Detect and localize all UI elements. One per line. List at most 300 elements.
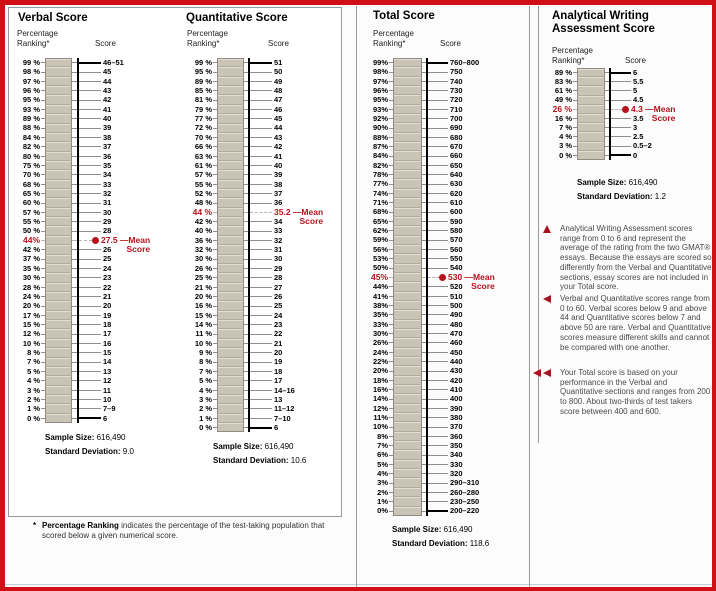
distribution-bar-cell xyxy=(45,376,72,385)
score-tick xyxy=(428,212,448,213)
score-label: 370 xyxy=(450,422,463,432)
percentage-label: 77% xyxy=(372,179,388,189)
percentage-label: 10 % xyxy=(22,338,40,348)
scale-row xyxy=(188,105,323,114)
score-tick xyxy=(79,324,101,325)
percentage-label: 4% xyxy=(377,469,388,479)
score-label: 0 xyxy=(633,150,638,160)
score-label: 10 xyxy=(103,394,112,404)
percentage-label: 88 % xyxy=(22,123,40,133)
distribution-bar-cell xyxy=(393,469,422,478)
distribution-bar-cell xyxy=(217,292,244,301)
score-label: 35 xyxy=(103,160,112,170)
distribution-bar-cell xyxy=(577,114,605,123)
scale-row xyxy=(17,320,150,329)
score-tick xyxy=(428,286,448,287)
score-label: 420 xyxy=(450,375,463,385)
percentage-label: 14% xyxy=(372,394,388,404)
score-tick xyxy=(250,72,272,73)
score-tick xyxy=(250,137,272,138)
score-tick xyxy=(250,408,272,409)
score-tick xyxy=(428,296,448,297)
scale-row xyxy=(17,395,150,404)
distribution-bar-cell xyxy=(393,497,422,506)
score-tick xyxy=(428,501,448,502)
distribution-bar-cell xyxy=(217,404,244,413)
scale-row xyxy=(188,395,323,404)
verbal-chart-title: Verbal Score xyxy=(18,12,88,24)
distribution-bar-cell xyxy=(393,385,422,394)
distribution-bar-cell xyxy=(45,329,72,338)
score-tick xyxy=(250,100,272,101)
score-label: 28 xyxy=(103,226,112,236)
percentage-label: 16% xyxy=(372,384,388,394)
percentage-label: 4 % xyxy=(27,376,40,386)
score-tick xyxy=(79,81,101,82)
score-label: 320 xyxy=(450,469,463,479)
score-tick xyxy=(79,287,101,288)
score-label: 600 xyxy=(450,207,463,217)
distribution-bar-cell xyxy=(45,255,72,264)
percentage-label: 74% xyxy=(372,188,388,198)
score-label: 17 xyxy=(274,376,283,386)
score-tick xyxy=(250,371,272,372)
score-tick xyxy=(428,342,448,343)
score-label: 42 xyxy=(103,95,112,105)
distribution-bar-cell xyxy=(393,413,422,422)
score-label: 18 xyxy=(274,366,283,376)
distribution-bar-cell xyxy=(217,376,244,385)
score-label: 32 xyxy=(274,235,283,245)
distribution-bar-cell xyxy=(45,386,72,395)
distribution-bar-cell xyxy=(45,208,72,217)
scale-row xyxy=(17,217,150,226)
score-tick xyxy=(250,221,272,222)
distribution-bar-cell xyxy=(393,478,422,487)
score-tick xyxy=(79,231,101,232)
score-tick xyxy=(250,128,272,129)
distribution-bar-cell xyxy=(577,151,605,160)
scale-row xyxy=(17,329,150,338)
standard-deviation-line: Standard Deviation: 118.6 xyxy=(392,538,490,548)
scale-row xyxy=(363,488,495,497)
score-tick xyxy=(428,436,448,437)
score-label: 30 xyxy=(103,207,112,217)
score-label: 540 xyxy=(450,263,463,273)
score-tick xyxy=(428,81,448,82)
percentage-label: 1 % xyxy=(27,404,40,414)
score-tick xyxy=(428,492,448,493)
distribution-bar-cell xyxy=(393,320,422,329)
score-label: 750 xyxy=(450,67,463,77)
percentage-label: 81 % xyxy=(194,95,212,105)
score-tick xyxy=(79,362,101,363)
score-label: 13 xyxy=(274,394,283,404)
scale-row xyxy=(188,67,323,76)
mean-score-word: Score xyxy=(299,216,324,227)
percentage-label: 42 % xyxy=(22,245,40,255)
mean-score-dot xyxy=(92,237,99,244)
distribution-bar-cell xyxy=(393,77,422,86)
scale-row xyxy=(17,208,150,217)
distribution-bar-cell xyxy=(217,105,244,114)
score-label: 45 xyxy=(274,114,283,124)
distribution-bar-cell xyxy=(45,77,72,86)
scale-row xyxy=(363,320,495,329)
score-label: 430 xyxy=(450,366,463,376)
score-tick xyxy=(79,137,101,138)
scale-row xyxy=(363,86,495,95)
scale-row xyxy=(17,161,150,170)
scale-row xyxy=(363,469,495,478)
score-label: 410 xyxy=(450,384,463,394)
score-tick xyxy=(250,174,272,175)
distribution-bar-cell xyxy=(45,292,72,301)
score-label: 30 xyxy=(274,254,283,264)
score-tick xyxy=(79,156,101,157)
scale-rows xyxy=(550,68,675,160)
percentage-label: 26 % xyxy=(552,104,572,115)
scale-row xyxy=(188,376,323,385)
scale-row xyxy=(363,404,495,413)
score-tick xyxy=(250,277,272,278)
scale-row xyxy=(363,179,495,188)
scale-row xyxy=(17,367,150,376)
scale-row xyxy=(17,180,150,189)
score-tick xyxy=(79,203,101,204)
percentage-label: 71% xyxy=(372,198,388,208)
score-tick xyxy=(428,90,448,91)
mean-score-word: Score xyxy=(126,244,151,255)
scale-row xyxy=(17,264,150,273)
distribution-bar-cell xyxy=(45,404,72,413)
percentage-label: 17 % xyxy=(22,310,40,320)
mean-score-dot xyxy=(622,106,629,113)
sample-size-line: Sample Size: 616,490 xyxy=(213,442,294,451)
percentage-label: 44% xyxy=(22,235,40,246)
score-label: 26 xyxy=(103,245,112,255)
score-label: 51 xyxy=(274,57,283,67)
percentage-label: 10 % xyxy=(194,338,212,348)
score-label: 550 xyxy=(450,254,463,264)
score-label: 6 xyxy=(103,413,108,423)
page-border-right xyxy=(712,0,716,591)
mean-score-annotation xyxy=(446,273,495,292)
score-tick xyxy=(428,417,448,418)
score-label: 22 xyxy=(274,329,283,339)
score-label: 17 xyxy=(103,329,112,339)
distribution-bar-cell xyxy=(217,77,244,86)
score-tick xyxy=(250,380,272,381)
percentage-label: 90% xyxy=(372,123,388,133)
distribution-bar-cell xyxy=(393,189,422,198)
score-tick xyxy=(428,464,448,465)
score-label: 14 xyxy=(103,357,112,367)
score-label: 38 xyxy=(103,132,112,142)
percentage-ranking-column-header xyxy=(552,46,593,66)
distribution-bar-cell xyxy=(393,264,422,273)
distribution-bar-cell xyxy=(217,386,244,395)
score-tick xyxy=(428,258,448,259)
percentage-label: 30% xyxy=(372,328,388,338)
score-tick xyxy=(79,259,101,260)
scale-row xyxy=(363,67,495,76)
percentage-label: 44 % xyxy=(192,207,212,218)
scale-row xyxy=(363,460,495,469)
scale-row xyxy=(363,357,495,366)
percentage-label: 41% xyxy=(372,291,388,301)
score-label: 48 xyxy=(274,86,283,95)
distribution-bar-cell xyxy=(577,105,605,114)
score-label: 19 xyxy=(274,357,283,367)
score-label: 36 xyxy=(274,198,283,208)
standard-deviation-line: Standard Deviation: 9.0 xyxy=(45,446,134,456)
distribution-bar-cell xyxy=(217,264,244,273)
distribution-bar-cell xyxy=(45,264,72,273)
percentage-label-line2: Ranking* xyxy=(373,39,406,48)
scale-row xyxy=(17,386,150,395)
percentage-label: 24 % xyxy=(22,291,40,301)
score-label: 24 xyxy=(274,310,283,320)
scale-row xyxy=(188,58,323,67)
scale-row xyxy=(17,414,150,423)
distribution-bar-cell xyxy=(393,142,422,151)
score-tick xyxy=(250,146,272,147)
score-label: 34 xyxy=(274,217,283,227)
score-tick xyxy=(428,174,448,175)
percentage-label: 96 % xyxy=(22,86,40,95)
score-tick xyxy=(428,109,448,110)
percentage-label: 9 % xyxy=(199,348,212,358)
score-tick xyxy=(250,287,272,288)
score-label: 39 xyxy=(103,123,112,133)
distribution-bar-cell xyxy=(577,132,605,141)
score-label: 33 xyxy=(103,179,112,189)
scale-row xyxy=(188,133,323,142)
page-border-left xyxy=(0,0,5,591)
sample-size-line: Sample Size: 616,490 xyxy=(577,178,658,187)
percentage-label: 93% xyxy=(372,104,388,114)
total-chart-title: Total Score xyxy=(373,10,435,22)
percentage-label: 0 % xyxy=(27,413,40,423)
distribution-bar-cell xyxy=(45,320,72,329)
score-label: 520 xyxy=(450,282,463,292)
note-total xyxy=(530,368,712,417)
percentage-label: 48 % xyxy=(194,198,212,208)
percentage-label: 99% xyxy=(372,57,388,67)
score-tick xyxy=(428,427,448,428)
percentage-label: 20 % xyxy=(194,291,212,301)
percentage-label: 82 % xyxy=(22,142,40,152)
score-tick xyxy=(250,109,272,110)
percentage-label: 87% xyxy=(372,142,388,152)
distribution-bar-cell xyxy=(45,189,72,198)
percentage-label: 14 % xyxy=(194,319,212,329)
distribution-bar-cell xyxy=(577,142,605,151)
percentage-label: 45% xyxy=(370,272,388,283)
percentage-label: 72 % xyxy=(194,123,212,133)
percentage-label: 62% xyxy=(372,226,388,236)
score-tick xyxy=(250,118,272,119)
score-tick xyxy=(250,90,272,91)
score-tick xyxy=(428,240,448,241)
bottom-rule xyxy=(5,584,712,585)
score-tick xyxy=(79,221,101,222)
percentage-label: 24% xyxy=(372,347,388,357)
percentage-label: 0% xyxy=(377,506,388,516)
percentage-label: 83 % xyxy=(554,77,572,87)
mean-score-value: 27.5 —Mean xyxy=(101,234,151,245)
score-label: 23 xyxy=(103,273,112,283)
distribution-bar-cell xyxy=(45,283,72,292)
distribution-bar-cell xyxy=(217,198,244,207)
sample-size-line: Sample Size: 616,490 xyxy=(392,525,473,534)
score-tick xyxy=(250,296,272,297)
scale-row xyxy=(363,441,495,450)
score-label: 500 xyxy=(450,300,463,310)
distribution-bar-cell xyxy=(217,320,244,329)
score-label: 700 xyxy=(450,113,463,123)
score-label: 50 xyxy=(274,67,283,77)
score-tick xyxy=(428,230,448,231)
percentage-label: 37 % xyxy=(22,254,40,264)
scale-row xyxy=(188,320,323,329)
scale-row xyxy=(188,152,323,161)
distribution-bar-cell xyxy=(217,189,244,198)
distribution-bar-cell xyxy=(45,58,72,67)
percentage-label: 68% xyxy=(372,207,388,217)
scale-row xyxy=(188,264,323,273)
distribution-bar-cell xyxy=(45,245,72,254)
score-label: 45 xyxy=(103,67,112,77)
sample-size-block xyxy=(577,176,666,203)
distribution-bar-cell xyxy=(45,358,72,367)
score-tick xyxy=(250,240,272,241)
percentage-label: 98% xyxy=(372,67,388,77)
score-tick xyxy=(79,417,101,419)
percentage-ranking-column-header xyxy=(187,29,228,49)
up-triangle-icon xyxy=(543,225,551,233)
score-label: 46 xyxy=(274,104,283,114)
score-tick xyxy=(611,127,631,128)
score-column-header: Score xyxy=(625,56,646,65)
distribution-bar-cell xyxy=(45,180,72,189)
distribution-bar-cell xyxy=(45,124,72,133)
distribution-bar-cell xyxy=(45,339,72,348)
score-tick xyxy=(428,389,448,390)
percentage-label: 3% xyxy=(377,478,388,488)
percentage-label: 42 % xyxy=(194,217,212,227)
distribution-bar-cell xyxy=(393,58,422,67)
distribution-bar-cell xyxy=(577,123,605,132)
score-tick xyxy=(428,268,448,269)
score-tick xyxy=(250,259,272,260)
mean-score-dot xyxy=(439,274,446,281)
scale-row xyxy=(188,255,323,264)
distribution-bar-cell xyxy=(45,67,72,76)
score-tick xyxy=(250,231,272,232)
score-label: 200–220 xyxy=(450,506,480,516)
score-label: 37 xyxy=(103,142,112,152)
scale-row xyxy=(363,432,495,441)
mean-score-word: Score xyxy=(471,281,495,292)
score-label: 690 xyxy=(450,123,463,133)
mean-score-annotation xyxy=(99,236,150,255)
distribution-bar-cell xyxy=(393,366,422,375)
scale-row xyxy=(188,358,323,367)
scale-row xyxy=(17,170,150,179)
score-tick xyxy=(428,314,448,315)
distribution-bar-cell xyxy=(393,245,422,254)
score-tick xyxy=(79,90,101,91)
score-label: 5 xyxy=(633,86,638,96)
score-tick xyxy=(79,334,101,335)
distribution-bar-cell xyxy=(393,273,422,282)
scale-row xyxy=(363,329,495,338)
percentage-label: 77 % xyxy=(194,114,212,124)
distribution-bar-cell xyxy=(45,226,72,235)
score-label: 44 xyxy=(274,123,283,133)
percentage-label: 93 % xyxy=(22,104,40,114)
score-label: 36 xyxy=(103,151,112,161)
percentage-label: 61 % xyxy=(554,86,572,96)
scale-row xyxy=(17,339,150,348)
scale-row xyxy=(550,68,675,77)
percentage-label: 6% xyxy=(377,450,388,460)
percentage-label: 8 % xyxy=(27,348,40,358)
distribution-bar-cell xyxy=(45,236,72,245)
percentage-label: 4 % xyxy=(559,132,572,142)
score-label: 41 xyxy=(103,104,112,114)
scale-row xyxy=(17,95,150,104)
footnote-asterisk: * xyxy=(33,521,37,530)
scale-row xyxy=(363,123,495,132)
distribution-bar-cell xyxy=(393,441,422,450)
score-label: 580 xyxy=(450,226,463,236)
scale-row xyxy=(363,376,495,385)
score-tick xyxy=(79,296,101,297)
distribution-bar-cell xyxy=(393,357,422,366)
sample-size-line: Sample Size: 616,490 xyxy=(45,433,126,442)
scale-row xyxy=(188,245,323,254)
percentage-label: 50% xyxy=(372,263,388,273)
total-panel-left-divider xyxy=(356,6,357,587)
score-tick xyxy=(428,455,448,456)
distribution-bar-cell xyxy=(393,161,422,170)
sample-size-block xyxy=(45,431,134,458)
mean-score-value: 35.2 —Mean xyxy=(274,206,324,217)
scale-row xyxy=(363,413,495,422)
percentage-label: 5% xyxy=(377,459,388,469)
scale-row xyxy=(550,132,675,141)
percentage-label: 84% xyxy=(372,151,388,161)
scale-row xyxy=(17,189,150,198)
scale-row xyxy=(188,124,323,133)
percentage-label: 2 % xyxy=(27,394,40,404)
score-label: 660 xyxy=(450,151,463,161)
score-label: 7–9 xyxy=(103,404,116,414)
distribution-bar-cell xyxy=(45,170,72,179)
score-label: 47 xyxy=(274,95,283,105)
distribution-bar-cell xyxy=(217,133,244,142)
score-label: 16 xyxy=(103,338,112,348)
distribution-bar-cell xyxy=(45,273,72,282)
distribution-bar-cell xyxy=(393,348,422,357)
mean-leader-dashes xyxy=(611,109,622,110)
distribution-bar-cell xyxy=(393,329,422,338)
score-label: 230–250 xyxy=(450,497,480,507)
score-tick xyxy=(428,408,448,409)
